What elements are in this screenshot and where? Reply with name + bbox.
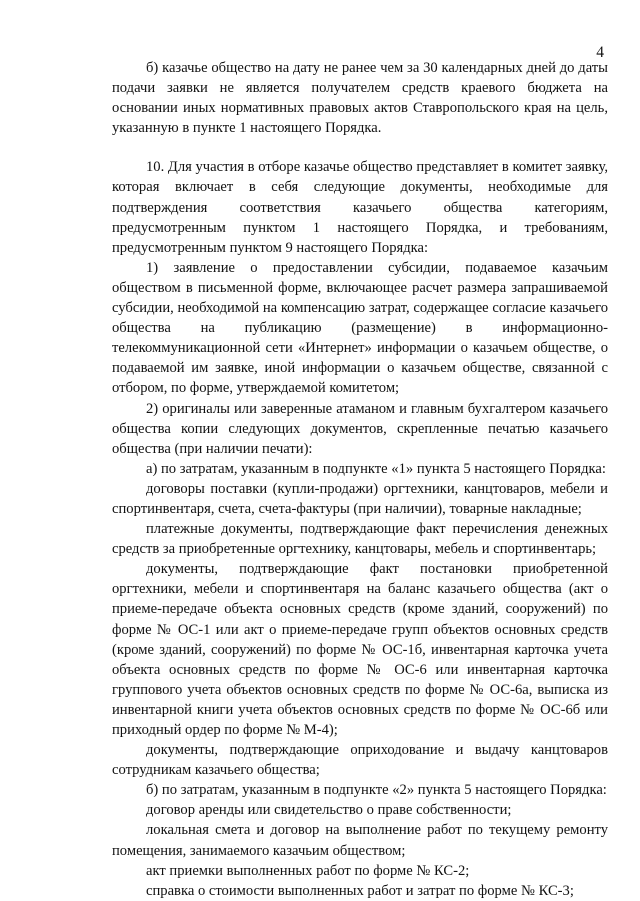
paragraph-subitem-2: 2) оригиналы или заверенные атаманом и главным бухгалтером казачьего общества копии следующих документов, скрепленные печатью казачьего общества (при наличии печати): bbox=[112, 400, 608, 457]
document-body bbox=[112, 58, 608, 901]
list-item: договоры поставки (купли-продажи) оргтехники, канцтоваров, мебели и спортинвентаря, счета, счета-фактуры (при наличии), товарные накладные; bbox=[112, 480, 608, 517]
paragraph-subitem-1: 1) заявление о предоставлении субсидии, подаваемое казачьим обществом в письменной форме, включающее расчет размера запрашиваемой субсидии, необходимой на компенсацию затрат, содержащее согласие казачьего общества на публикацию (размещение) в информационно-телекоммуникационной сети «Интернет» информации о казачьем обществе, о подаваемой им заявке, иной информации о казачьем обществе, связанной с отбором, по форме, утверждаемой комитетом; bbox=[112, 259, 608, 397]
paragraph-condition-b: б) казачье общество на дату не ранее чем за 30 календарных дней до даты подачи заявки не является получателем средств краевого бюджета на основании иных нормативных правовых актов Ставропольского края на цель, указанную в пункте 1 настоящего Порядка. bbox=[112, 60, 608, 137]
list-item: платежные документы, подтверждающие факт перечисления денежных средств за приобретенные оргтехнику, канцтовары, мебель и спортинвентарь; bbox=[112, 521, 608, 558]
list-item: документы, подтверждающие оприходование и выдачу канцтоваров сотрудникам казачьего общества; bbox=[112, 742, 608, 779]
list-item: договор аренды или свидетельство о праве собственности; bbox=[146, 802, 512, 819]
list-item: справка о стоимости выполненных работ и затрат по форме № КС-3; bbox=[146, 882, 574, 899]
paragraph-subitem-b: б) по затратам, указанным в подпункте «2» пункта 5 настоящего Порядка: bbox=[146, 782, 607, 799]
list-item: акт приемки выполненных работ по форме № КС-2; bbox=[146, 862, 470, 879]
paragraph-subitem-a: а) по затратам, указанным в подпункте «1» пункта 5 настоящего Порядка: bbox=[146, 460, 606, 477]
page-number: 4 bbox=[596, 44, 604, 61]
paragraph-item-10: 10. Для участия в отборе казачье общество представляет в комитет заявку, которая включает в себя следующие документы, необходимые для подтверждения соответствия казачьего общества категориям, предусмотренным пунктом 1 настоящего Порядка, и требованиям, предусмотренным пунктом 9 настоящего Порядка: bbox=[112, 159, 608, 256]
list-item: локальная смета и договор на выполнение работ по текущему ремонту помещения, занимаемого казачьим обществом; bbox=[112, 822, 608, 859]
list-item: документы, подтверждающие факт постановки приобретенной оргтехники, мебели и спортинвентаря на баланс казачьего общества (акт о приеме-передаче объекта основных средств (кроме зданий, сооружений) по форме № ОС-1 или акт о приеме-передаче групп объектов основных средств (кроме зданий, сооружений) по форме № ОС-1б, инвентарная карточка учета объекта основных средств по форме № ОС-6 или инвентарная карточка группового учета объектов основных средств по форме № ОС-6а, выписка из инвентарной книги учета объектов основных средств по форме № ОС-6б или приходный ордер по форме № М-4); bbox=[112, 561, 608, 738]
